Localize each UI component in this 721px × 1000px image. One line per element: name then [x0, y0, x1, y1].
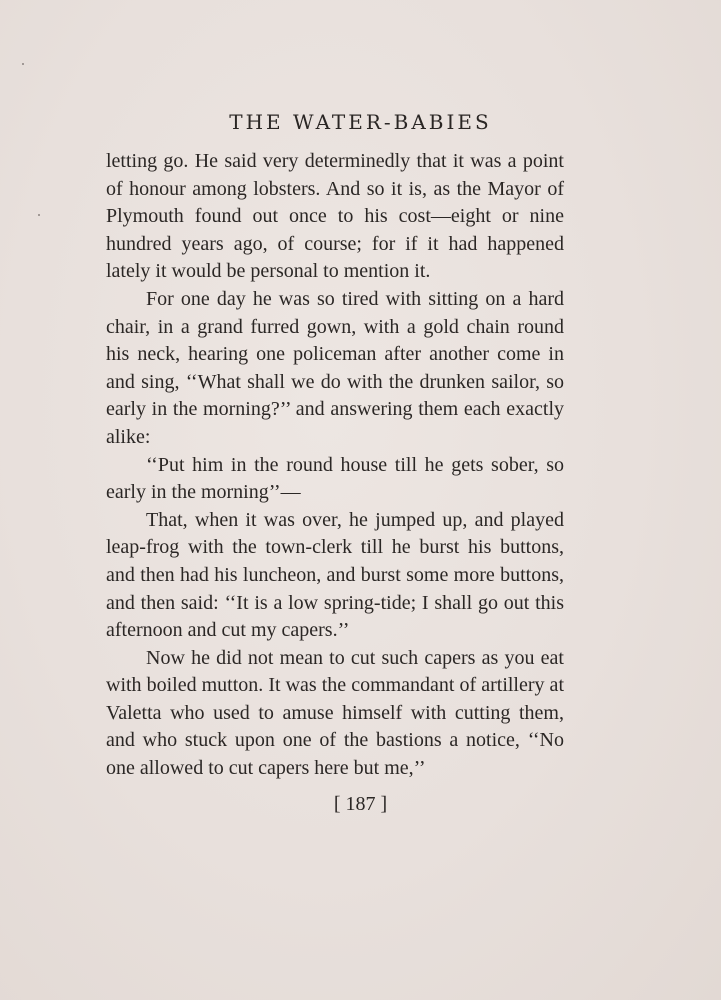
paragraph: For one day he was so tired with sitting on a hard chair, in a grand furred gown, with a gold chain round his neck, hearing one policeman after another come in and sing, ‘‘What shall we do with the drunken sailor, so early in the morning?’’ and answering them each exactly alike: [106, 287, 564, 448]
paragraph: ‘‘Put him in the round house till he gets sober, so early in the morning’’— [106, 453, 564, 504]
paragraph: That, when it was over, he jumped up, and played leap-frog with the town-clerk till he burst his buttons, and then had his luncheon, and burst some more buttons, and then said: ‘‘It is a low spring-tide; I shall go out this afternoon and cut my capers.’’ [106, 508, 564, 642]
paper-speck [22, 63, 24, 65]
paper-speck [38, 214, 40, 216]
paragraph: letting go. He said very determinedly that it was a point of honour among lobsters. And so it is, as the Mayor of Plymouth found out once to his cost—eight or nine hundred years ago, of course; for if it had happened lately it would be personal to mention it. [106, 150, 564, 283]
page-number: [ 187 ] [333, 793, 388, 815]
running-head: THE WATER-BABIES [229, 110, 492, 134]
body-text [106, 148, 564, 783]
paragraph: Now he did not mean to cut such capers as you eat with boiled mutton. It was the commandant of artillery at Valetta who used to amuse himself with cutting them, and who stuck upon one of the bastions a notice, ‘‘No one allowed to cut capers here but me,’’ [106, 646, 564, 780]
